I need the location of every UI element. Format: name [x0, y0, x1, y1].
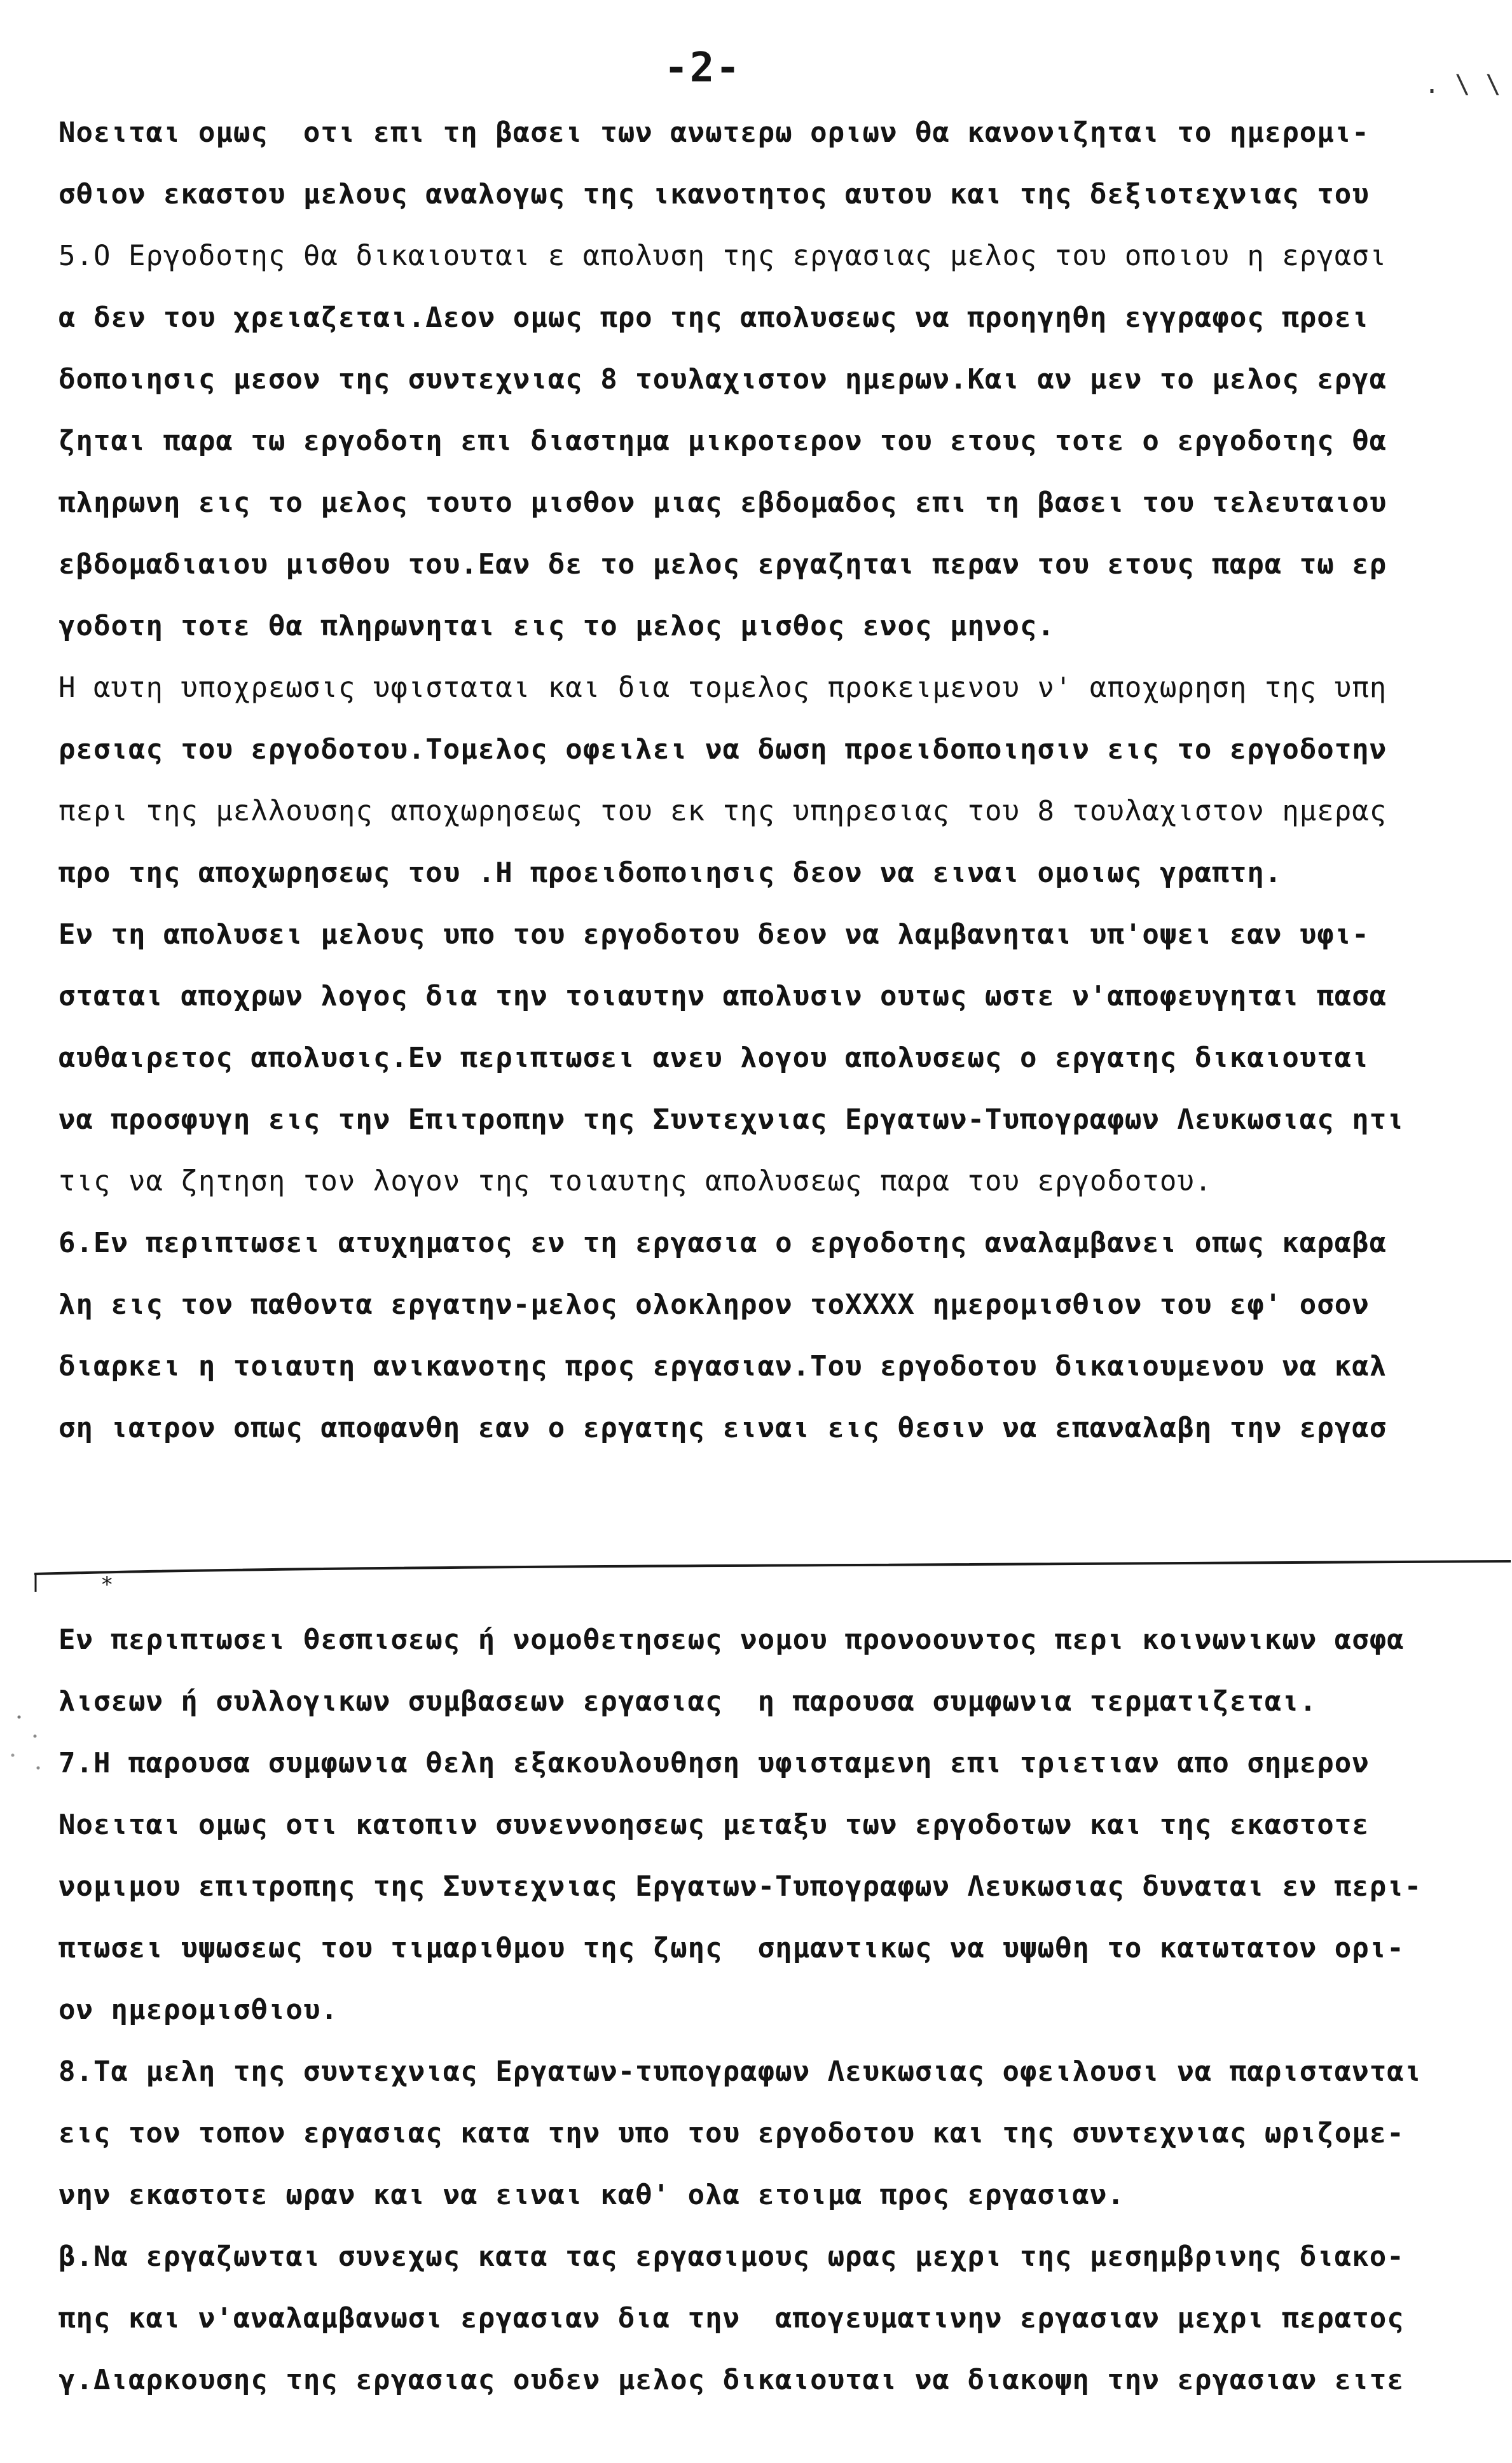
text-line: ση ιατρον οπως αποφανθη εαν ο εργατης ειναι εις θεσιν να επαναλαβη την εργασ [58, 1412, 1387, 1444]
body-text-bottom [58, 1609, 1512, 2411]
corner-marks: . \ \ [1424, 70, 1501, 99]
text-line: τις να ζητηση τον λογον της τοιαυτης απολυσεως παρα του εργοδοτου. [58, 1165, 1213, 1197]
text-line: να προσφυγη εις την Επιτροπην της Συντεχνιας Εργατων-Τυπογραφων Λευκωσιας ητι [58, 1103, 1405, 1136]
text-line: Η αυτη υποχρεωσις υφισταται και δια τομελος προκειμενου ν' αποχωρηση της υπη [58, 672, 1387, 704]
text-line: Εν τη απολυσει μελους υπο του εργοδοτου δεον να λαμβανηται υπ'οψει εαν υφι- [58, 918, 1370, 951]
body-text-top [58, 102, 1512, 1459]
section-divider [32, 1555, 1512, 1593]
text-line: προ της αποχωρησεως του .Η προειδοποιησις δεον να ειναι ομοιως γραπτη. [58, 857, 1282, 889]
text-line: Νοειται ομως οτι επι τη βασει των ανωτερω οριων θα κανονιζηται το ημερομι- [58, 116, 1370, 149]
text-line: πτωσει υψωσεως του τιμαριθμου της ζωης σημαντικως να υψωθη το κατωτατον ορι- [58, 1932, 1405, 1964]
text-line: ζηται παρα τω εργοδοτη επι διαστημα μικροτερον του ετους τοτε ο εργοδοτης θα [58, 425, 1387, 457]
text-line: σθιον εκαστου μελους αναλογως της ικανοτητος αυτου και της δεξιοτεχνιας του [58, 178, 1370, 210]
text-line: πληρωνη εις το μελος τουτο μισθον μιας εβδομαδος επι τη βασει του τελευταιου [58, 486, 1387, 519]
divider-mark: * [100, 1572, 114, 1593]
text-line: 7.Η παρουσα συμφωνια θελη εξακουλουθηση υφισταμενη επι τριετιαν απο σημερον [58, 1747, 1370, 1779]
text-line: 8.Τα μελη της συντεχνιας Εργατων-τυπογραφων Λευκωσιας οφειλουσι να παριστανται [58, 2055, 1422, 2088]
text-line: νην εκαστοτε ωραν και να ειναι καθ' ολα ετοιμα προς εργασιαν. [58, 2179, 1125, 2211]
page-number: -2- [664, 45, 741, 92]
text-line: λη εις τον παθοντα εργατην-μελος ολοκληρον τοXXXX ημερομισθιον του εφ' οσον [58, 1288, 1370, 1321]
text-line: Νοειται ομως οτι κατοπιν συνεννοησεως μεταξυ των εργοδοτων και της εκαστοτε [58, 1809, 1370, 1841]
text-line: 5.Ο Εργοδοτης θα δικαιουται ε απολυση της εργασιας μελος του οποιου η εργασι [58, 240, 1387, 272]
text-line: ρεσιας του εργοδοτου.Τομελος οφειλει να δωση προειδοποιησιν εις το εργοδοτην [58, 733, 1387, 766]
text-line: α δεν του χρειαζεται.Δεον ομως προ της απολυσεως να προηγηθη εγγραφος προει [58, 301, 1370, 334]
scan-speckle [0, 1692, 51, 1793]
text-line: 6.Εν περιπτωσει ατυχηματος εν τη εργασια ο εργοδοτης αναλαμβανει οπως καραβα [58, 1227, 1387, 1259]
text-line: β.Να εργαζωνται συνεχως κατα τας εργασιμους ωρας μεχρι της μεσημβρινης διακο- [58, 2240, 1405, 2273]
text-line: εις τον τοπον εργασιας κατα την υπο του εργοδοτου και της συντεχνιας ωριζομε- [58, 2117, 1405, 2149]
text-line: πης και ν'αναλαμβανωσι εργασιαν δια την απογευματινην εργασιαν μεχρι περατος [58, 2302, 1405, 2335]
text-line: εβδομαδιαιου μισθου του.Εαν δε το μελος εργαζηται περαν του ετους παρα τω ερ [58, 548, 1387, 581]
divider-line [32, 1555, 1512, 1593]
text-line: λισεων ή συλλογικων συμβασεων εργασιας η παρουσα συμφωνια τερματιζεται. [58, 1685, 1317, 1718]
text-line: δοποιησις μεσον της συντεχνιας 8 τουλαχιστον ημερων.Και αν μεν το μελος εργα [58, 363, 1387, 396]
text-line: γοδοτη τοτε θα πληρωνηται εις το μελος μισθος ενος μηνος. [58, 610, 1055, 642]
text-line: Εν περιπτωσει θεσπισεως ή νομοθετησεως νομου προνοουντος περι κοινωνικων ασφα [58, 1624, 1405, 1656]
text-line: αυθαιρετος απολυσις.Εν περιπτωσει ανευ λογου απολυσεως ο εργατης δικαιουται [58, 1042, 1370, 1074]
text-line: ον ημερομισθιου. [58, 1994, 338, 2026]
text-line: περι της μελλουσης αποχωρησεως του εκ της υπηρεσιας του 8 τουλαχιστον ημερας [58, 795, 1387, 827]
text-line: νομιμου επιτροπης της Συντεχνιας Εργατων-Τυπογραφων Λευκωσιας δυναται εν περι- [58, 1870, 1422, 1903]
text-line: διαρκει η τοιαυτη ανικανοτης προς εργασιαν.Του εργοδοτου δικαιουμενου να καλ [58, 1350, 1387, 1383]
text-line: γ.Διαρκουσης της εργασιας ουδεν μελος δικαιουται να διακοψη την εργασιαν ειτε [58, 2364, 1405, 2396]
text-line: σταται αποχρων λογος δια την τοιαυτην απολυσιν ουτως ωστε ν'αποφευγηται πασα [58, 980, 1387, 1012]
